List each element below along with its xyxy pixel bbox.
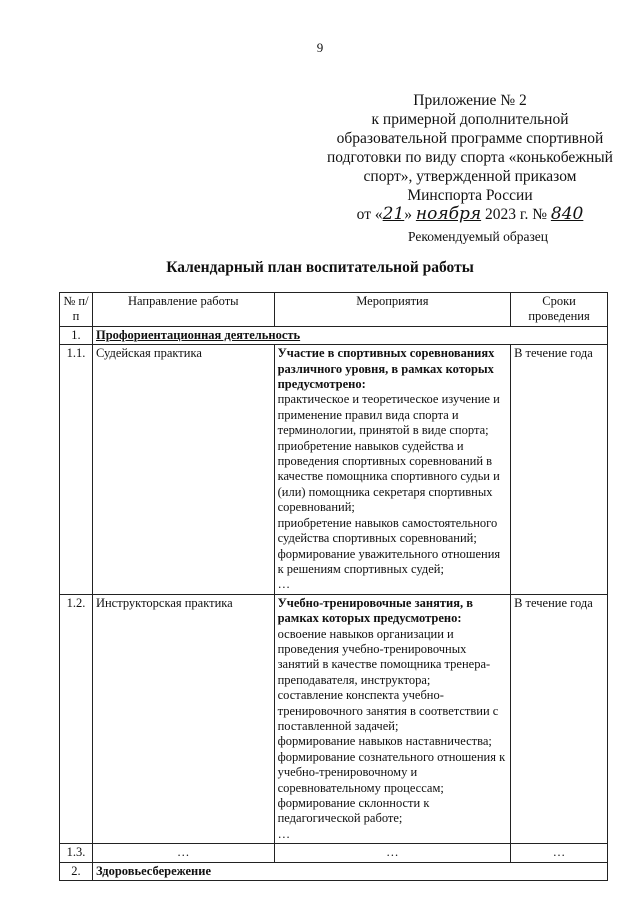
activity-item: …: [277, 826, 291, 841]
row-activities: [274, 345, 510, 595]
row-activities: …: [274, 844, 510, 862]
row-activities: [274, 594, 510, 844]
annex-line: подготовки по виду спорта «конькобежный: [327, 149, 613, 166]
row-terms: В течение года: [511, 345, 608, 595]
activity-item: освоение навыков организации и проведения учебно-тренировочных занятий в качестве помощника тренера-преподавателя, инструктора;: [277, 626, 491, 687]
section-title: Здоровьесбережение: [92, 862, 607, 880]
annex-line: Приложение № 2: [413, 92, 527, 109]
row-direction: Инструкторская практика: [92, 594, 274, 844]
activity-item: формирование склонности к педагогической работе;: [277, 796, 430, 826]
activity-item: практическое и теоретическое изучение и применение правил вида спорта и терминологии, принятой в виде спорта;: [277, 392, 500, 438]
row-direction: …: [92, 844, 274, 862]
activity-title: Участие в спортивных соревнованиях различного уровня, в рамках которых предусмотрено:: [277, 346, 495, 392]
header-direction: Направление работы: [92, 293, 274, 327]
table-header-row: [60, 293, 608, 327]
section-num: 2.: [60, 862, 93, 880]
table-row: [60, 844, 608, 862]
order-quote-close: »: [404, 206, 413, 223]
row-direction: Судейская практика: [92, 345, 274, 595]
section-num: 1.: [60, 326, 93, 344]
activity-item: приобретение навыков судейства и проведения спортивных соревнований в качестве помощника спортивного судьи и (или) помощника секретаря спортивных соревнований;: [277, 438, 500, 515]
plan-table: [59, 292, 608, 881]
activity-item: приобретение навыков самостоятельного судейства спортивных соревнований;: [277, 515, 498, 546]
row-terms: В течение года: [511, 594, 608, 844]
page-number: 9: [316, 40, 324, 55]
header-num: № п/п: [60, 293, 93, 327]
row-num: 1.2.: [60, 594, 93, 844]
activity-item: формирование уважительного отношения к решениям спортивных судей;: [277, 546, 501, 576]
order-number: 840: [550, 204, 584, 224]
annex-line: к примерной дополнительной: [371, 111, 569, 128]
activity-title: Учебно-тренировочные занятия, в рамках которых предусмотрено:: [277, 595, 473, 626]
order-year: 2023 г. №: [484, 206, 547, 223]
row-num: 1.3.: [60, 844, 93, 862]
header-terms: Сроки проведения: [511, 293, 608, 327]
section-row: [60, 326, 608, 344]
row-num: 1.1.: [60, 345, 93, 595]
section-row: [60, 862, 608, 880]
order-month: ноября: [415, 204, 482, 224]
table-row: [60, 345, 608, 595]
activity-item: формирование навыков наставничества;: [277, 734, 492, 749]
order-prefix: от «: [356, 206, 383, 223]
section-title: Профориентационная деятельность: [92, 326, 607, 344]
annex-block: [300, 91, 640, 224]
header-activities: Мероприятия: [274, 293, 510, 327]
sample-label: Рекомендуемый образец: [408, 229, 549, 244]
annex-line: образовательной программе спортивной: [336, 130, 604, 147]
activity-item: …: [277, 577, 291, 592]
annex-line: Минспорта России: [407, 187, 533, 204]
activity-item: формирование сознательного отношения к учебно-тренировочному и соревновательному процессам;: [277, 749, 506, 795]
order-day: 21: [382, 204, 405, 224]
row-terms: …: [511, 844, 608, 862]
order-line: [300, 205, 640, 224]
annex-line: спорт», утвержденной приказом: [363, 168, 577, 185]
page-title: Календарный план воспитательной работы: [166, 259, 474, 276]
activity-item: составление конспекта учебно-тренировочного занятия в соответствии с поставленной задачей;: [277, 688, 499, 733]
table-row: [60, 594, 608, 844]
